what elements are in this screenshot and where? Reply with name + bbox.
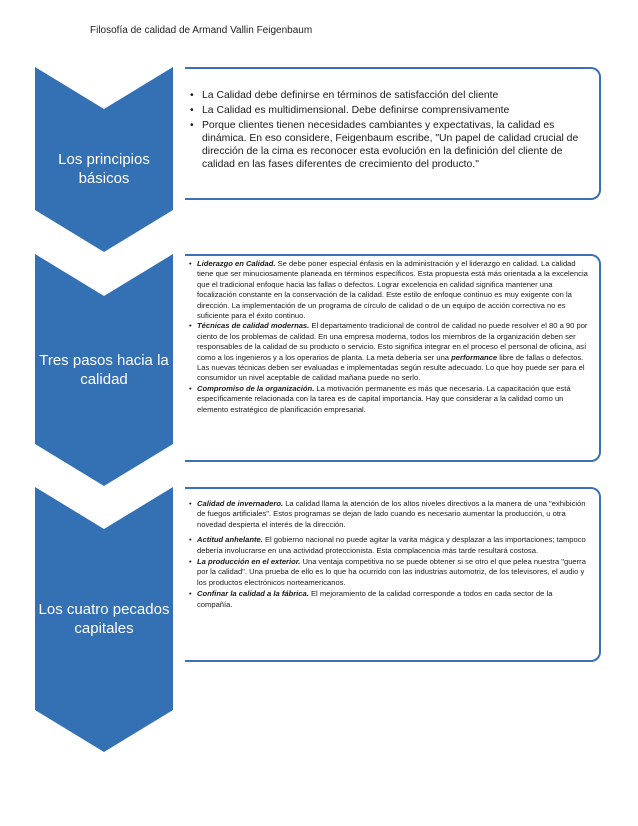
panel-tres-pasos: [185, 254, 601, 462]
paso-emphasis: performance: [451, 352, 498, 362]
paso-text: La motivación permanente es más que necesaria. La capacitación que está específicamente relacionada con la tarea es de capital importancia. Hay que considerar a la calidad como un elemento estratégico de planificación empresarial.: [197, 383, 571, 414]
paso-lead: Técnicas de calidad modernas.: [197, 321, 310, 331]
pecado-lead: Calidad de invernadero.: [197, 499, 284, 508]
paso-lead: Compromiso de la organización.: [197, 383, 315, 393]
pecado-lead: Actitud anhelante.: [197, 535, 263, 545]
paso-text: libre de fallas o defectos. Las nuevas técnicas deben ser evaluadas e implementadas según resulte adecuado. Lo que hoy puede ser para el consumidor un nivel aceptable de calidad mañana puede no serlo.: [197, 352, 585, 383]
pecado-text: Una ventaja competitiva no se puede obtener si se otro el que pelea nuestra "guerra por la calidad". Una prueba de ello es lo que ha ocurrido con las industrias automotriz, de los televisores, el audio y los productos electrónicos norteamericanos.: [197, 557, 586, 587]
paso-text: Se debe poner especial énfasis en la administración y el liderazgo en calidad. La calidad tiene que ser minuciosamente planeada en términos específicos. Esta propuesta está más orientada a la excelencia que el tradicional enfoque hacia las fallas o defectos. Lograr excelencia en calidad significa mantener una focalización constante en la conservación de la calidad. Este estilo de enfoque continuo es muy exigente con la dirección. La implementación de un programa de círculo de calidad o de un equipo de acción correctiva no es suficiente para el éxito continuo.: [197, 259, 588, 321]
pecado-item: [189, 557, 589, 588]
section-title-pecados: Los cuatro pecados capitales: [38, 601, 170, 637]
paso-item: [189, 384, 589, 415]
principio-item: • La Calidad debe definirse en términos de satisfacción del cliente: [190, 89, 587, 102]
pecado-lead: La producción en el exterior.: [197, 557, 301, 567]
pecado-text: El mejoramiento de la calidad corresponde a todos en cada sector de la compañía.: [197, 589, 553, 609]
pecado-item: [189, 589, 589, 610]
section-title-tres-pasos: Tres pasos hacia la calidad: [39, 352, 169, 388]
pecado-text: El gobierno nacional no puede agitar la varita mágica y desplazar a las importaciones; tampoco debería involucrarse en una actividad proteccionista. Esta complacencia más tarde resultará costosa.: [197, 535, 586, 555]
pecado-lead: Confinar la calidad a la fábrica.: [197, 589, 309, 599]
pecado-item: [189, 499, 589, 530]
principio-item: • La Calidad es multidimensional. Debe definirse comprensivamente: [190, 104, 587, 117]
paso-item: [189, 321, 589, 383]
pecado-text: La calidad llama la atención de los altos niveles directivos a la manera de una "exhibición de fuegos artificiales". Estos programas se dejan de lado cuando es necesario aumentar la producción, u otra novedad despierta el interés de la dirección.: [197, 499, 586, 529]
panel-pecados: [185, 487, 601, 662]
paso-lead: Liderazgo en Calidad.: [197, 259, 276, 268]
principio-item: • Porque clientes tienen necesidades cambiantes y expectativas, la calidad es dinámica. En eso considere, Feigenbaum escribe, "Un papel de calidad crucial de dirección de la cima es reconocer esta evolución en la definición del cliente de calidad en las fases diferentes de crecimiento del producto.": [190, 119, 587, 171]
pecado-item: [189, 535, 589, 556]
panel-principios: [185, 67, 601, 200]
paso-item: [189, 259, 589, 321]
page-header-title: Filosofía de calidad de Armand Vallin Feigenbaum: [90, 25, 313, 36]
paso-text: El departamento tradicional de control de calidad no puede resolver el 80 a 90 por ciento de los problemas de calidad. En una empresa moderna, todos los miembros de la organización deben ser responsables de la calidad de su producto o servicio. Esto significa integrar en el proceso el personal de oficina, así como a los ingenieros y a los operarios de planta. La meta debería ser una: [197, 321, 588, 362]
section-title-principios: Los principios básicos: [58, 151, 150, 187]
